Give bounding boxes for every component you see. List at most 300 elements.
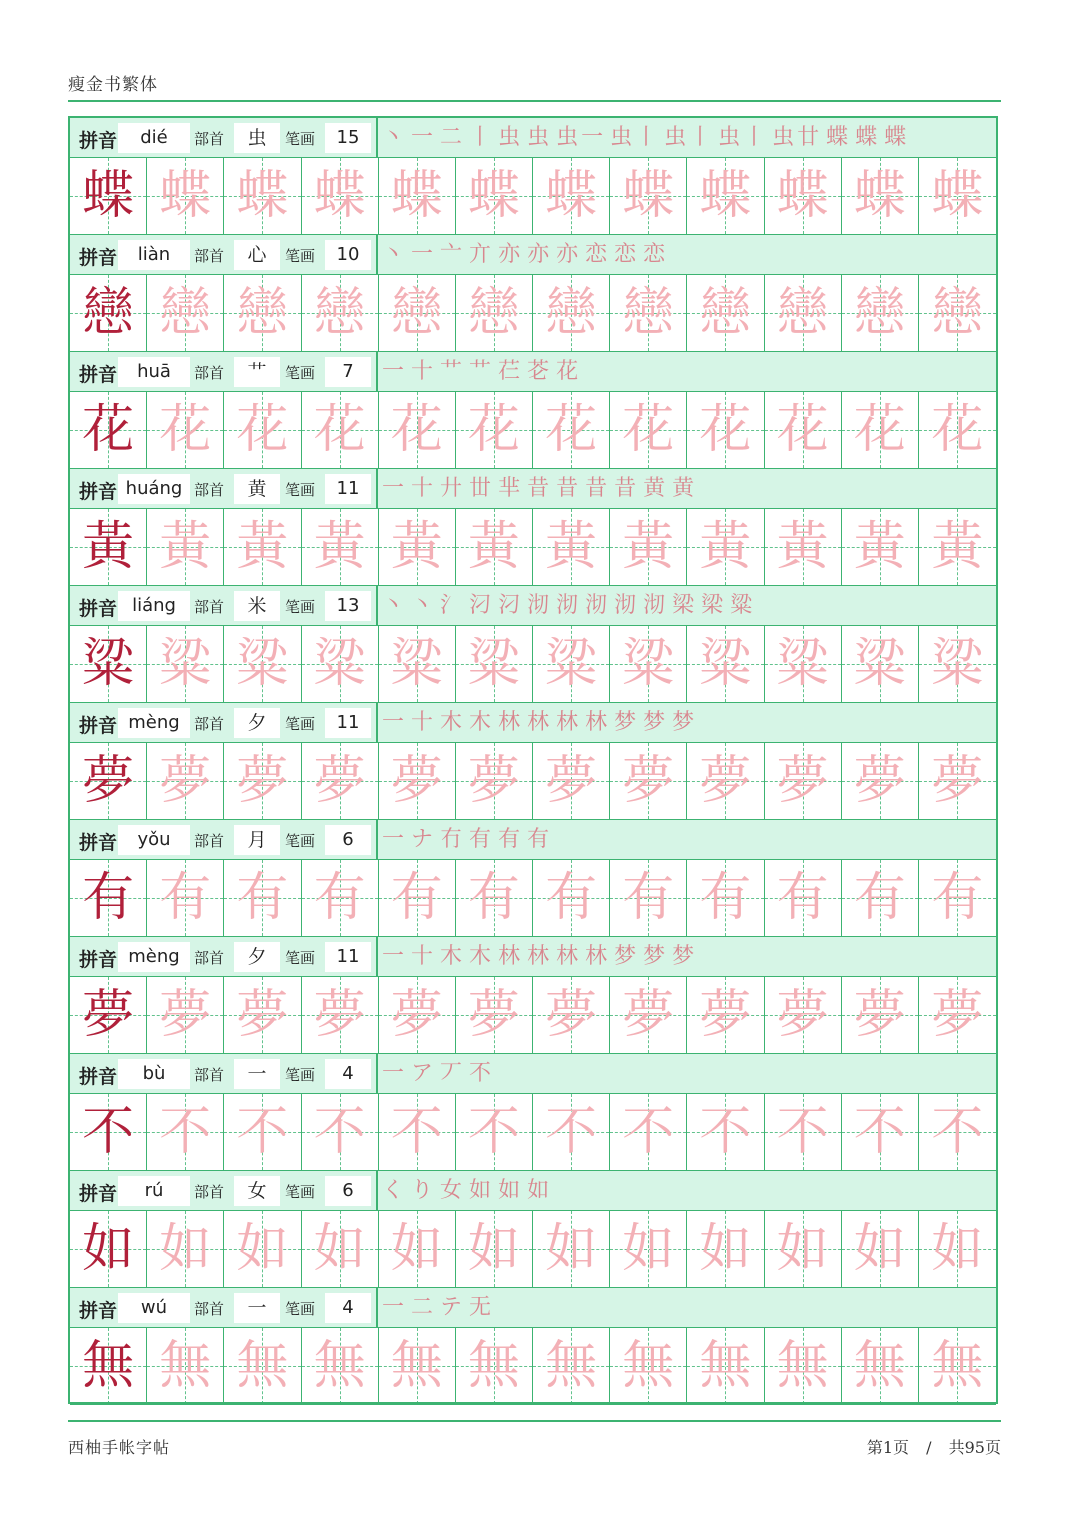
- character-block: [70, 235, 996, 352]
- pinyin-label: 拼音: [79, 481, 118, 503]
- tracing-cell: [533, 275, 610, 351]
- strokes-value: 11: [325, 708, 371, 738]
- stroke-step: 如: [527, 1178, 553, 1203]
- tracing-cell: [147, 1211, 224, 1287]
- tracing-character: 蝶: [622, 166, 675, 226]
- pinyin-label: 拼音: [79, 364, 118, 386]
- info-fields: [70, 586, 378, 626]
- character-block: [70, 352, 996, 469]
- tracing-cell: [456, 860, 533, 936]
- strokes-label: 笔画: [285, 1066, 316, 1084]
- stroke-order-sequence: [382, 590, 992, 622]
- tracing-cell: [147, 392, 224, 468]
- tracing-cell: [842, 743, 919, 819]
- tracing-character: 花: [776, 400, 829, 460]
- tracing-character: 不: [699, 1102, 752, 1162]
- stroke-step: 一: [382, 1295, 408, 1320]
- stroke-step: 虫丨: [610, 125, 661, 150]
- tracing-cell: [224, 743, 301, 819]
- tracing-character: 無: [467, 1336, 520, 1396]
- stroke-step: 如: [469, 1178, 495, 1203]
- stroke-step: 无: [469, 1295, 495, 1320]
- strokes-value: 7: [325, 357, 371, 387]
- tracing-character: 花: [931, 400, 984, 460]
- stroke-step: 恋: [585, 242, 611, 267]
- tracing-cell: [379, 1211, 456, 1287]
- tracing-character: 無: [390, 1336, 443, 1396]
- tracing-character: 花: [159, 400, 212, 460]
- tracing-character: 黃: [313, 517, 366, 577]
- character-block: [70, 469, 996, 586]
- tracing-character: 粱: [622, 634, 675, 694]
- model-character-cell: [70, 1328, 147, 1404]
- stroke-step: 昔: [585, 476, 611, 501]
- stroke-step: 一: [411, 125, 437, 150]
- tracing-character: 黃: [467, 517, 520, 577]
- stroke-order-sequence: [382, 239, 992, 271]
- tracing-cell: [765, 743, 842, 819]
- tracing-cell: [456, 1211, 533, 1287]
- tracing-cell: [456, 392, 533, 468]
- total-pages: 共95页: [948, 1438, 1001, 1457]
- stroke-step: ア: [411, 1061, 437, 1086]
- character-block: [70, 820, 996, 937]
- stroke-step: 芲: [527, 359, 553, 384]
- tracing-character: 戀: [236, 283, 289, 343]
- stroke-step: 蝶: [855, 125, 881, 150]
- info-row: [70, 235, 996, 275]
- stroke-step: 林: [527, 944, 553, 969]
- stroke-step: く: [382, 1178, 408, 1203]
- tracing-cell: [687, 1094, 764, 1170]
- tracing-character: 不: [159, 1102, 212, 1162]
- practice-sheet: [68, 116, 998, 1404]
- tracing-character: 夢: [467, 985, 520, 1045]
- strokes-label: 笔画: [285, 832, 316, 850]
- tracing-cell: [456, 1328, 533, 1404]
- practice-grid-row: [70, 509, 996, 586]
- tracing-character: 蝶: [545, 166, 598, 226]
- info-row: [70, 1054, 996, 1094]
- stroke-step: 花: [556, 359, 582, 384]
- tracing-cell: [302, 860, 379, 936]
- tracing-character: 戀: [390, 283, 443, 343]
- tracing-cell: [919, 158, 996, 234]
- tracing-character: 蝶: [776, 166, 829, 226]
- tracing-character: 如: [699, 1219, 752, 1279]
- tracing-character: 戀: [467, 283, 520, 343]
- tracing-cell: [610, 860, 687, 936]
- tracing-cell: [302, 1328, 379, 1404]
- tracing-character: 有: [545, 868, 598, 928]
- tracing-character: 粱: [390, 634, 443, 694]
- info-fields: [70, 1054, 378, 1094]
- radical-label: 部首: [194, 832, 225, 850]
- tracing-cell: [533, 1211, 610, 1287]
- strokes-value: 6: [325, 1176, 371, 1206]
- tracing-cell: [147, 158, 224, 234]
- stroke-step: 有: [527, 827, 553, 852]
- pinyin-value: huā: [118, 357, 190, 387]
- stroke-step: 沏: [643, 593, 669, 618]
- stroke-step: 有: [469, 827, 495, 852]
- stroke-step: 梦: [643, 944, 669, 969]
- stroke-step: 虫: [527, 125, 553, 150]
- tracing-cell: [302, 743, 379, 819]
- tracing-character: 戀: [159, 283, 212, 343]
- tracing-cell: [379, 1328, 456, 1404]
- tracing-cell: [765, 158, 842, 234]
- info-fields: [70, 469, 378, 509]
- tracing-cell: [379, 1094, 456, 1170]
- info-fields: [70, 1288, 378, 1328]
- tracing-character: 有: [159, 868, 212, 928]
- tracing-character: 粱: [159, 634, 212, 694]
- pinyin-value: wú: [118, 1293, 190, 1323]
- tracing-character: 如: [390, 1219, 443, 1279]
- tracing-character: 蝶: [853, 166, 906, 226]
- model-character: 有: [82, 868, 135, 928]
- stroke-step: ナ: [411, 827, 437, 852]
- strokes-label: 笔画: [285, 247, 316, 265]
- tracing-character: 無: [622, 1336, 675, 1396]
- tracing-character: 不: [622, 1102, 675, 1162]
- tracing-cell: [687, 158, 764, 234]
- radical-value: 夕: [234, 708, 280, 738]
- tracing-character: 黃: [545, 517, 598, 577]
- character-block: [70, 1288, 996, 1405]
- stroke-step: 亠: [440, 242, 466, 267]
- tracing-cell: [919, 977, 996, 1053]
- stroke-order-sequence: [382, 356, 992, 388]
- tracing-character: 花: [853, 400, 906, 460]
- strokes-value: 11: [325, 942, 371, 972]
- strokes-label: 笔画: [285, 1300, 316, 1318]
- info-fields: [70, 118, 378, 158]
- tracing-cell: [687, 509, 764, 585]
- info-fields: [70, 937, 378, 977]
- strokes-label: 笔画: [285, 598, 316, 616]
- model-character: 花: [82, 400, 135, 460]
- character-block: [70, 1054, 996, 1171]
- stroke-step: 艹: [469, 359, 495, 384]
- strokes-label: 笔画: [285, 1183, 316, 1201]
- stroke-step: り: [411, 1178, 437, 1203]
- tracing-cell: [842, 509, 919, 585]
- tracing-character: 黃: [622, 517, 675, 577]
- tracing-character: 如: [313, 1219, 366, 1279]
- tracing-cell: [224, 977, 301, 1053]
- tracing-character: 花: [467, 400, 520, 460]
- tracing-character: 蝶: [390, 166, 443, 226]
- tracing-character: 戀: [853, 283, 906, 343]
- tracing-cell: [765, 1328, 842, 1404]
- tracing-cell: [842, 1328, 919, 1404]
- model-character-cell: [70, 158, 147, 234]
- tracing-character: 夢: [313, 985, 366, 1045]
- stroke-order-sequence: [382, 122, 992, 154]
- tracing-character: 夢: [931, 751, 984, 811]
- tracing-cell: [533, 743, 610, 819]
- tracing-cell: [379, 977, 456, 1053]
- tracing-cell: [687, 977, 764, 1053]
- tracing-cell: [610, 275, 687, 351]
- tracing-cell: [456, 158, 533, 234]
- model-character-cell: [70, 977, 147, 1053]
- tracing-character: 黃: [236, 517, 289, 577]
- tracing-cell: [842, 626, 919, 702]
- stroke-step: 梦: [672, 710, 698, 735]
- stroke-step: 不: [469, 1061, 495, 1086]
- tracing-cell: [302, 158, 379, 234]
- tracing-cell: [610, 1211, 687, 1287]
- stroke-step: 芈: [498, 476, 524, 501]
- tracing-character: 夢: [390, 985, 443, 1045]
- stroke-step: 虫一: [556, 125, 607, 150]
- tracing-character: 夢: [236, 985, 289, 1045]
- tracing-character: 夢: [390, 751, 443, 811]
- pinyin-value: mèng: [118, 708, 190, 738]
- stroke-step: 林: [585, 710, 611, 735]
- tracing-character: 粱: [853, 634, 906, 694]
- tracing-character: 黃: [776, 517, 829, 577]
- radical-label: 部首: [194, 247, 225, 265]
- stroke-step: 丶: [411, 593, 437, 618]
- tracing-character: 黃: [699, 517, 752, 577]
- tracing-cell: [610, 743, 687, 819]
- stroke-step: 丗: [469, 476, 495, 501]
- tracing-cell: [765, 509, 842, 585]
- page-footer: [68, 1420, 1001, 1460]
- stroke-step: 恋: [614, 242, 640, 267]
- tracing-cell: [456, 1094, 533, 1170]
- tracing-character: 無: [313, 1336, 366, 1396]
- brand-name: 西柚手帐字帖: [68, 1438, 171, 1457]
- stroke-step: 虫丨: [718, 125, 769, 150]
- practice-grid-row: [70, 743, 996, 820]
- model-character-cell: [70, 743, 147, 819]
- tracing-character: 不: [931, 1102, 984, 1162]
- tracing-cell: [765, 275, 842, 351]
- tracing-character: 戀: [313, 283, 366, 343]
- tracing-cell: [919, 1211, 996, 1287]
- tracing-character: 粱: [236, 634, 289, 694]
- tracing-character: 無: [931, 1336, 984, 1396]
- radical-label: 部首: [194, 598, 225, 616]
- stroke-step: 一: [382, 359, 408, 384]
- tracing-cell: [765, 626, 842, 702]
- tracing-character: 蝶: [931, 166, 984, 226]
- pinyin-label: 拼音: [79, 247, 118, 269]
- tracing-character: 如: [622, 1219, 675, 1279]
- tracing-cell: [687, 743, 764, 819]
- stroke-order-sequence: [382, 824, 992, 856]
- tracing-cell: [919, 1328, 996, 1404]
- stroke-step: 如: [498, 1178, 524, 1203]
- radical-label: 部首: [194, 364, 225, 382]
- stroke-step: 廾: [440, 476, 466, 501]
- model-character-cell: [70, 509, 147, 585]
- tracing-character: 有: [853, 868, 906, 928]
- tracing-cell: [533, 1094, 610, 1170]
- stroke-step: 丶: [382, 593, 408, 618]
- tracing-character: 夢: [853, 985, 906, 1045]
- character-block: [70, 118, 996, 235]
- tracing-cell: [147, 860, 224, 936]
- tracing-character: 不: [853, 1102, 906, 1162]
- tracing-character: 不: [776, 1102, 829, 1162]
- tracing-cell: [919, 743, 996, 819]
- tracing-character: 粱: [699, 634, 752, 694]
- tracing-character: 如: [776, 1219, 829, 1279]
- radical-value: 米: [234, 591, 280, 621]
- radical-label: 部首: [194, 481, 225, 499]
- tracing-character: 花: [236, 400, 289, 460]
- tracing-character: 夢: [545, 751, 598, 811]
- stroke-step: 一: [382, 710, 408, 735]
- tracing-character: 戀: [622, 283, 675, 343]
- tracing-character: 無: [545, 1336, 598, 1396]
- tracing-cell: [610, 1094, 687, 1170]
- tracing-character: 如: [236, 1219, 289, 1279]
- model-character-cell: [70, 392, 147, 468]
- page-separator: /: [926, 1438, 932, 1457]
- radical-label: 部首: [194, 949, 225, 967]
- tracing-cell: [147, 1094, 224, 1170]
- radical-label: 部首: [194, 715, 225, 733]
- tracing-cell: [224, 1211, 301, 1287]
- tracing-cell: [302, 509, 379, 585]
- info-fields: [70, 1171, 378, 1211]
- tracing-character: 夢: [931, 985, 984, 1045]
- stroke-step: 蝶: [826, 125, 852, 150]
- tracing-cell: [687, 1211, 764, 1287]
- tracing-cell: [610, 1328, 687, 1404]
- current-page: 第1页: [866, 1438, 910, 1457]
- tracing-cell: [610, 158, 687, 234]
- pinyin-label: 拼音: [79, 1300, 118, 1322]
- page-title: 瘦金书繁体: [68, 75, 158, 95]
- stroke-step: 梦: [614, 944, 640, 969]
- stroke-step: 梁: [672, 593, 698, 618]
- stroke-step: 木: [469, 944, 495, 969]
- tracing-cell: [919, 860, 996, 936]
- tracing-cell: [687, 392, 764, 468]
- model-character-cell: [70, 860, 147, 936]
- pinyin-value: liáng: [118, 591, 190, 621]
- tracing-cell: [533, 860, 610, 936]
- strokes-label: 笔画: [285, 364, 316, 382]
- stroke-step: 有: [498, 827, 524, 852]
- tracing-character: 夢: [467, 751, 520, 811]
- strokes-value: 10: [325, 240, 371, 270]
- tracing-cell: [765, 977, 842, 1053]
- tracing-cell: [842, 977, 919, 1053]
- info-row: [70, 1288, 996, 1328]
- tracing-cell: [533, 1328, 610, 1404]
- radical-value: 黄: [234, 474, 280, 504]
- tracing-cell: [147, 743, 224, 819]
- stroke-step: 木: [469, 710, 495, 735]
- stroke-order-sequence: [382, 1292, 992, 1324]
- stroke-order-sequence: [382, 473, 992, 505]
- tracing-character: 花: [622, 400, 675, 460]
- radical-value: 女: [234, 1176, 280, 1206]
- stroke-step: 十: [411, 944, 437, 969]
- pinyin-label: 拼音: [79, 715, 118, 737]
- tracing-character: 蝶: [699, 166, 752, 226]
- pinyin-label: 拼音: [79, 1183, 118, 1205]
- stroke-step: テ: [440, 1295, 466, 1320]
- tracing-cell: [919, 1094, 996, 1170]
- tracing-cell: [842, 392, 919, 468]
- character-block: [70, 1171, 996, 1288]
- page-header: [68, 68, 1001, 102]
- tracing-cell: [456, 743, 533, 819]
- tracing-character: 不: [313, 1102, 366, 1162]
- tracing-character: 花: [699, 400, 752, 460]
- tracing-character: 不: [236, 1102, 289, 1162]
- strokes-value: 13: [325, 591, 371, 621]
- tracing-cell: [302, 1094, 379, 1170]
- radical-label: 部首: [194, 1300, 225, 1318]
- page-indicator: [867, 1435, 1001, 1458]
- stroke-step: 亦: [556, 242, 582, 267]
- radical-value: 一: [234, 1059, 280, 1089]
- tracing-cell: [379, 158, 456, 234]
- stroke-step: 梁: [701, 593, 727, 618]
- stroke-step: 丆: [440, 1061, 466, 1086]
- tracing-character: 粱: [313, 634, 366, 694]
- tracing-cell: [379, 275, 456, 351]
- radical-value: 心: [234, 240, 280, 270]
- tracing-character: 蝶: [236, 166, 289, 226]
- tracing-character: 有: [699, 868, 752, 928]
- tracing-character: 無: [236, 1336, 289, 1396]
- tracing-cell: [147, 977, 224, 1053]
- tracing-cell: [456, 509, 533, 585]
- practice-grid-row: [70, 977, 996, 1054]
- pinyin-label: 拼音: [79, 598, 118, 620]
- character-block: [70, 937, 996, 1054]
- radical-value: 一: [234, 1293, 280, 1323]
- tracing-cell: [919, 626, 996, 702]
- tracing-character: 如: [545, 1219, 598, 1279]
- tracing-character: 黃: [390, 517, 443, 577]
- tracing-cell: [302, 626, 379, 702]
- model-character: 粱: [82, 634, 135, 694]
- tracing-cell: [302, 977, 379, 1053]
- tracing-cell: [224, 626, 301, 702]
- tracing-character: 黃: [853, 517, 906, 577]
- strokes-label: 笔画: [285, 949, 316, 967]
- tracing-cell: [224, 158, 301, 234]
- tracing-cell: [379, 509, 456, 585]
- tracing-cell: [533, 977, 610, 1053]
- tracing-cell: [842, 860, 919, 936]
- tracing-character: 粱: [545, 634, 598, 694]
- stroke-step: 女: [440, 1178, 466, 1203]
- strokes-value: 15: [325, 123, 371, 153]
- stroke-order-sequence: [382, 1058, 992, 1090]
- stroke-step: 木: [440, 944, 466, 969]
- info-row: [70, 937, 996, 977]
- info-row: [70, 820, 996, 860]
- stroke-step: 一: [382, 944, 408, 969]
- tracing-cell: [610, 626, 687, 702]
- tracing-character: 如: [159, 1219, 212, 1279]
- tracing-character: 花: [313, 400, 366, 460]
